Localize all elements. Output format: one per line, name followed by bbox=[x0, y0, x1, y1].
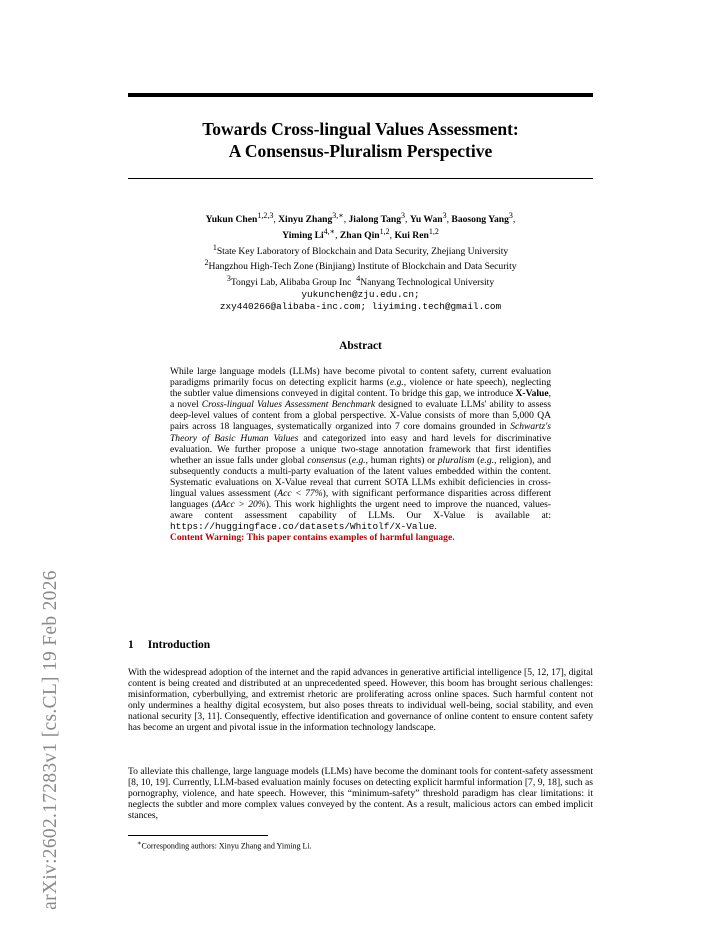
affiliation-1 bbox=[128, 242, 593, 258]
author-name: Yiming Li bbox=[282, 229, 324, 241]
affil-text: Tongyi Lab, Alibaba Group Inc bbox=[230, 277, 352, 289]
footnote-rule bbox=[128, 835, 268, 836]
benchmark-name: X-Value bbox=[515, 388, 549, 400]
abstract-italic: Schwartz's Theory of Basic Human Values bbox=[170, 421, 551, 444]
affil-mark: 4 bbox=[356, 274, 361, 284]
section-number: 1 bbox=[128, 639, 134, 651]
title-top-rule bbox=[128, 93, 593, 97]
abstract-italic: e.g. bbox=[351, 454, 366, 466]
author-affil-mark: 1,2 bbox=[428, 226, 439, 236]
abstract-text: . bbox=[434, 521, 437, 533]
abstract-heading: Abstract bbox=[339, 340, 382, 352]
author-name: Baosong Yang bbox=[451, 214, 509, 226]
abstract-italic: e.g. bbox=[389, 377, 404, 389]
author-line-1: Yukun Chen$^{1,2,3}$, Xinyu Zhang$^{3,∗}$, Jialong Tang$^3$, Yu Wan$^3$, Baosong Yang$^3$, bbox=[205, 211, 516, 226]
arxiv-identifier: arXiv:2602.17283v1 [cs.CL] 19 Feb 2026 bbox=[40, 570, 61, 910]
affil-text: Hangzhou High-Tech Zone (Binjiang) Institute of Blockchain and Data Security bbox=[208, 261, 517, 273]
author-name: Kui Ren bbox=[394, 229, 429, 241]
affil-text: Nanyang Technological University bbox=[360, 277, 495, 289]
affil-mark: 3 bbox=[226, 274, 231, 284]
intro-paragraph-2: To alleviate this challenge, large language models (LLMs) have become the dominant tools for content-safety assessment [8, 10, 19]. Currently, LLM-based evaluation mainly focuses on detecting explicit harmful information [7, 9, 18], such as pornography, violence, and hate speech. However, this “minimum-safety” threshold paradigm has clear limitations: it neglects the subtler and more complex values conveyed by the content. As a result, malicious actors can embed implicit stances, bbox=[128, 766, 593, 822]
abstract-text: , a novel bbox=[170, 388, 551, 411]
affil-text: State Key Laboratory of Blockchain and Data Security, Zhejiang University bbox=[216, 245, 509, 257]
section-heading bbox=[128, 639, 210, 651]
intro-paragraph-1: With the widespread adoption of the internet and the rapid advances in generative artificial intelligence [5, 12, 17], digital content is being created and distributed at an unprecedented speed. However, this boom has brought serious challenges: misinformation, cyberbullying, and extremist rhetoric are proliferating across online spaces. Such harmful content not only undermines a healthy digital ecosystem, but also poses threats to individual well-being, social stability, and even national security [3, 11]. Consequently, effective identification and governance of online content to ensure content safety has become an urgent and pivotal issue in the information technology landscape. bbox=[128, 667, 593, 734]
abstract-text: ), with significant performance disparities across different languages ( bbox=[170, 488, 551, 511]
title-bottom-rule bbox=[128, 178, 593, 179]
author-affil-mark: 3 bbox=[401, 211, 406, 220]
abstract-text: , violence or hate speech), neglecting the subtler value dimensions conveyed in digital content. To bridge this gap, we introduce bbox=[170, 377, 551, 400]
email-line-2: zxy440266@alibaba-inc.com; liyiming.tech@gmail.com bbox=[219, 300, 502, 312]
dataset-link[interactable]: https://huggingface.co/datasets/Whitolf/X-Value bbox=[170, 521, 435, 533]
abstract-text: ( bbox=[345, 454, 352, 466]
abstract-text: and categorized into easy and hard levels for discriminative evaluation. We further propose a unique two-stage annotation framework that first identifies whether an issue falls under global bbox=[170, 432, 551, 466]
abstract-math: Acc < 77% bbox=[277, 488, 323, 500]
author-name: Xinyu Zhang bbox=[278, 214, 333, 226]
affil-mark: 1 bbox=[212, 242, 217, 252]
title-line-1: Towards Cross-lingual Values Assessment: bbox=[202, 119, 519, 139]
abstract-italic: e.g. bbox=[480, 454, 495, 466]
author-affil-mark: 1,2,3 bbox=[257, 211, 274, 220]
abstract-text: While large language models (LLMs) have become pivotal to content safety, current evaluation paradigms primarily focus on detecting explicit harms ( bbox=[170, 366, 551, 389]
affil-mark: 2 bbox=[204, 258, 209, 268]
author-name: Jialong Tang bbox=[348, 214, 402, 226]
arxiv-sidebar bbox=[20, 275, 61, 910]
author-affil-mark: 1,2 bbox=[379, 226, 390, 236]
section-title: Introduction bbox=[147, 639, 211, 651]
footnote-text: Corresponding authors: Xinyu Zhang and Yiming Li. bbox=[141, 841, 312, 851]
affiliation-2 bbox=[128, 257, 593, 273]
author-affil-mark: 3,∗ bbox=[332, 211, 344, 220]
author-block bbox=[128, 210, 593, 312]
abstract-text: ( bbox=[474, 454, 481, 466]
abstract-body bbox=[170, 366, 551, 544]
abstract-italic: pluralism bbox=[437, 454, 475, 466]
abstract-italic: consensus bbox=[307, 454, 346, 466]
author-line-2: Yiming $Li^{4,∗}$, Zhan Qin$^{1,2}$, Kui Ren$^{1,2}$ bbox=[282, 226, 439, 241]
content-warning: Content Warning: This paper contains examples of harmful language. bbox=[170, 532, 455, 544]
abstract-italic: Cross-lingual Values Assessment Benchmark bbox=[201, 399, 376, 411]
abstract-text: , religion), and subsequently conducts a multi-party evaluation of the latent values embedded within the content. Systematic evaluations on X-Value reveal that current SOTA LLMs exhibit deficiencies in cross-lingual values assessment ( bbox=[170, 454, 551, 500]
author-name: Zhan Qin bbox=[339, 229, 380, 241]
author-name: Yukun Chen bbox=[205, 214, 258, 226]
abstract-text: , human rights) or bbox=[365, 454, 438, 466]
author-affil-mark: 3 bbox=[508, 211, 513, 220]
footnote-mark: ∗ bbox=[137, 840, 142, 847]
abstract-text: ). This work highlights the urgent need to improve the nuanced, values-aware content assessment capability of LLMs. Our X-Value is available at: bbox=[170, 499, 551, 522]
abstract-text: designed to evaluate LLMs' ability to assess deep-level values of content from a global perspective. X-Value consists of more than 5,000 QA pairs across 18 languages, systematically organized into 7 core domains grounded in bbox=[170, 399, 551, 433]
affiliation-3-4 bbox=[128, 273, 593, 289]
paper-title bbox=[128, 118, 593, 162]
author-name: Yu Wan bbox=[409, 214, 443, 226]
title-line-2: A Consensus-Pluralism Perspective bbox=[228, 141, 493, 161]
footnote bbox=[137, 839, 312, 851]
author-affil-mark: 4,∗ bbox=[323, 226, 336, 236]
author-affil-mark: 3 bbox=[442, 211, 447, 220]
email-line-1: yukunchen@zju.edu.cn; bbox=[301, 288, 420, 300]
abstract-math: ΔAcc > 20% bbox=[214, 499, 266, 511]
